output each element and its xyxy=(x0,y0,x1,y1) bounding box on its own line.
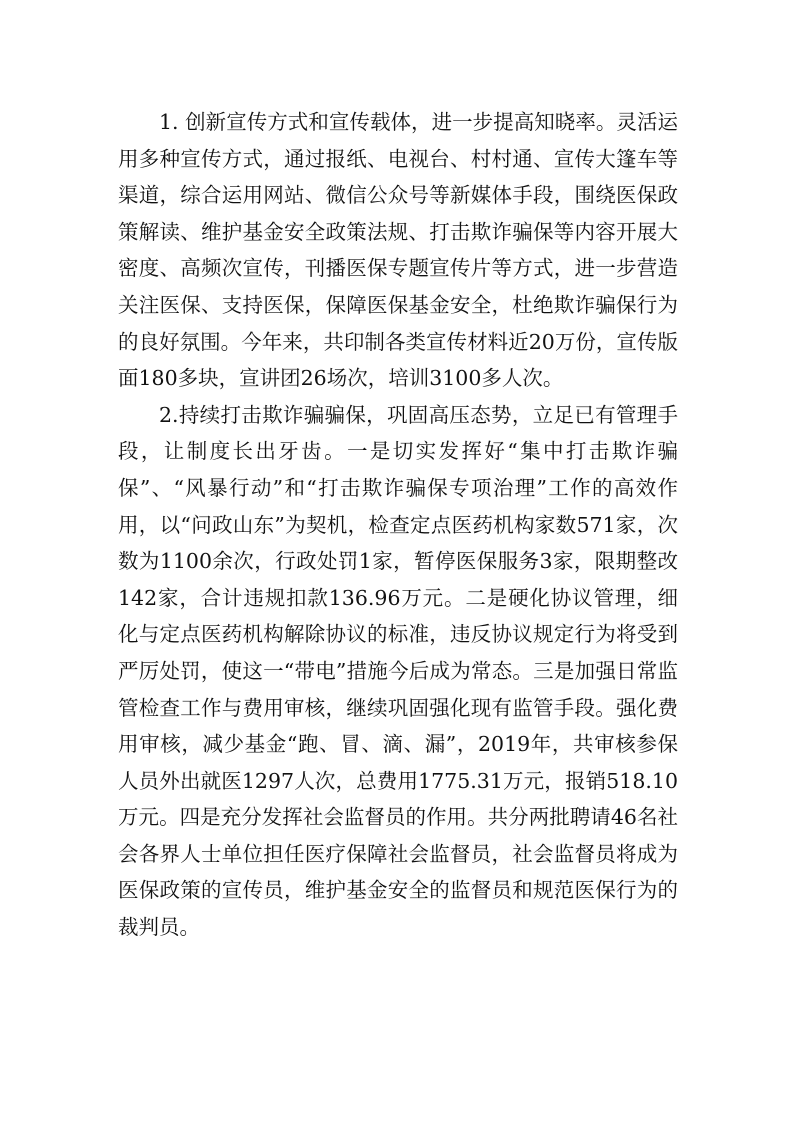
paragraph-publicity: 1. 创新宣传方式和宣传载体，进一步提高知晓率。灵活运用多种宣传方式，通过报纸、电视台、村村通、宣传大篷车等渠道，综合运用网站、微信公众号等新媒体手段，围绕医保政策解读、维护基金安全政策法规、打击欺诈骗保等内容开展大密度、高频次宣传，刊播医保专题宣传片等方式，进一步营造关注医保、支持医保，保障医保基金安全，杜绝欺诈骗保行为的良好氛围。今年来，共印制各类宣传材料近20万份，宣传版面180多块，宣讲团26场次，培训3100多人次。 xyxy=(118,110,678,391)
paragraph-fraud-crackdown: 2.持续打击欺诈骗骗保，巩固高压态势，立足已有管理手段，让制度长出牙齿。一是切实发挥好“集中打击欺诈骗保”、“风暴行动”和“打击欺诈骗保专项治理”工作的高效作用，以“问政山东”为契机，检查定点医药机构家数571家，次数为1100余次，行政处罚1家，暂停医保服务3家，限期整改142家，合计违规扣款136.96万元。二是硬化协议管理，细化与定点医药机构解除协议的标准，违反协议规定行为将受到严厉处罚，使这一“带电”措施今后成为常态。三是加强日常监管检查工作与费用审核，继续巩固强化现有监管手段。强化费用审核，减少基金“跑、冒、滴、漏”，2019年，共审核参保人员外出就医1297人次，总费用1775.31万元，报销518.10万元。四是充分发挥社会监督员的作用。共分两批聘请46名社会各界人士单位担任医疗保障社会监督员，社会监督员将成为医保政策的宣传员，维护基金安全的监督员和规范医保行为的裁判员。 xyxy=(118,402,678,940)
document-body xyxy=(118,104,678,946)
